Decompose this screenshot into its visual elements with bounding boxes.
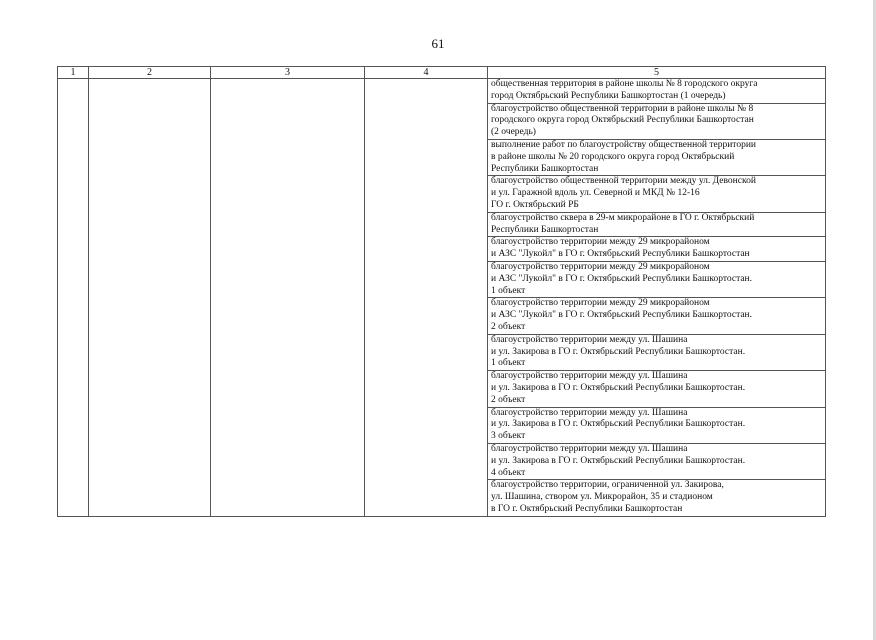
document-table (57, 66, 826, 517)
entry-line: благоустройство территории между 29 микрорайоном (491, 261, 710, 272)
entry-line: в районе школы № 20 городского округа город Октябрьский (491, 151, 735, 162)
entry-line: благоустройство территории между 29 микрорайоном (491, 298, 710, 309)
table-body (58, 79, 826, 517)
entry-line: 4 объект (491, 467, 526, 478)
entry-line: и ул. Гаражной вдоль ул. Северной и МКД № 12-16 (491, 188, 700, 199)
entry-line: и ул. Закирова в ГО г. Октябрьский Республики Башкортостан. (491, 455, 746, 466)
entry-line: и АЗС "Лукойл" в ГО г. Октябрьский Республики Башкортостан (491, 249, 750, 260)
entry-line: 2 объект (491, 394, 526, 405)
entry-line: 3 объект (491, 431, 526, 442)
entry-line: благоустройство территории, ограниченной ул. Закирова, (491, 480, 724, 491)
entry-line: благоустройство территории между ул. Шашина (491, 407, 688, 418)
entry-cell (488, 176, 826, 212)
entry-line: благоустройство общественной территории в районе школы № 8 (491, 103, 754, 114)
header-col-1: 1 (58, 67, 89, 79)
entry-line: общественная территория в районе школы № 8 городского округа (491, 79, 758, 89)
entry-line: и ул. Закирова в ГО г. Октябрьский Республики Башкортостан. (491, 419, 746, 430)
entry-line: Республики Башкортостан (491, 163, 599, 174)
entry-line: в ГО г. Октябрьский Республики Башкортостан (491, 503, 683, 514)
entry-line: выполнение работ по благоустройству общественной территории (491, 139, 757, 150)
entry-line: и ул. Закирова в ГО г. Октябрьский Республики Башкортостан. (491, 346, 746, 357)
entry-line: благоустройство сквера в 29-м микрорайоне в ГО г. Октябрьский (491, 212, 755, 223)
empty-cell-col-4 (365, 79, 488, 517)
entry-line: (2 очередь) (491, 127, 536, 138)
entry-line: и АЗС "Лукойл" в ГО г. Октябрьский Республики Башкортостан. (491, 310, 753, 321)
entry-cell (488, 480, 826, 516)
header-col-2: 2 (89, 67, 211, 79)
entry-cell (488, 212, 826, 237)
entry-line: ГО г. Октябрьский РБ (491, 199, 579, 210)
entry-cell (488, 334, 826, 370)
entry-line: 1 объект (491, 358, 526, 369)
entry-line: благоустройство территории между 29 микрорайоном (491, 237, 710, 248)
empty-cell-col-3 (211, 79, 365, 517)
header-col-4: 4 (365, 67, 488, 79)
entry-cell (488, 261, 826, 297)
entry-cell (488, 237, 826, 262)
header-col-3: 3 (211, 67, 365, 79)
entry-line: ул. Шашина, створом ул. Микрорайон, 35 и стадионом (491, 492, 713, 503)
header-row (58, 67, 826, 79)
entry-line: благоустройство территории между ул. Шашина (491, 334, 688, 345)
table-row (58, 79, 826, 104)
empty-cell-col-2 (89, 79, 211, 517)
entry-line: благоустройство территории между ул. Шашина (491, 371, 688, 382)
entry-line: город Октябрьский Республики Башкортостан (1 очередь) (491, 90, 726, 101)
header-col-5: 5 (488, 67, 826, 79)
entry-cell (488, 371, 826, 407)
entry-cell (488, 103, 826, 139)
page-number: 61 (431, 36, 445, 51)
entry-cell (488, 407, 826, 443)
entry-line: Республики Башкортостан (491, 224, 599, 235)
entry-line: благоустройство общественной территории между ул. Девонской (491, 176, 756, 187)
entry-cell (488, 79, 826, 104)
entry-line: 2 объект (491, 321, 526, 332)
entry-line: благоустройство территории между ул. Шашина (491, 443, 688, 454)
entry-line: 1 объект (491, 285, 526, 296)
empty-cell-col-1 (58, 79, 89, 517)
entry-line: и ул. Закирова в ГО г. Октябрьский Республики Башкортостан. (491, 382, 746, 393)
entry-cell (488, 443, 826, 479)
entry-cell (488, 139, 826, 175)
entry-cell (488, 298, 826, 334)
entry-line: городского округа город Октябрьский Республики Башкортостан (491, 115, 754, 126)
entry-line: и АЗС "Лукойл" в ГО г. Октябрьский Республики Башкортостан. (491, 273, 753, 284)
